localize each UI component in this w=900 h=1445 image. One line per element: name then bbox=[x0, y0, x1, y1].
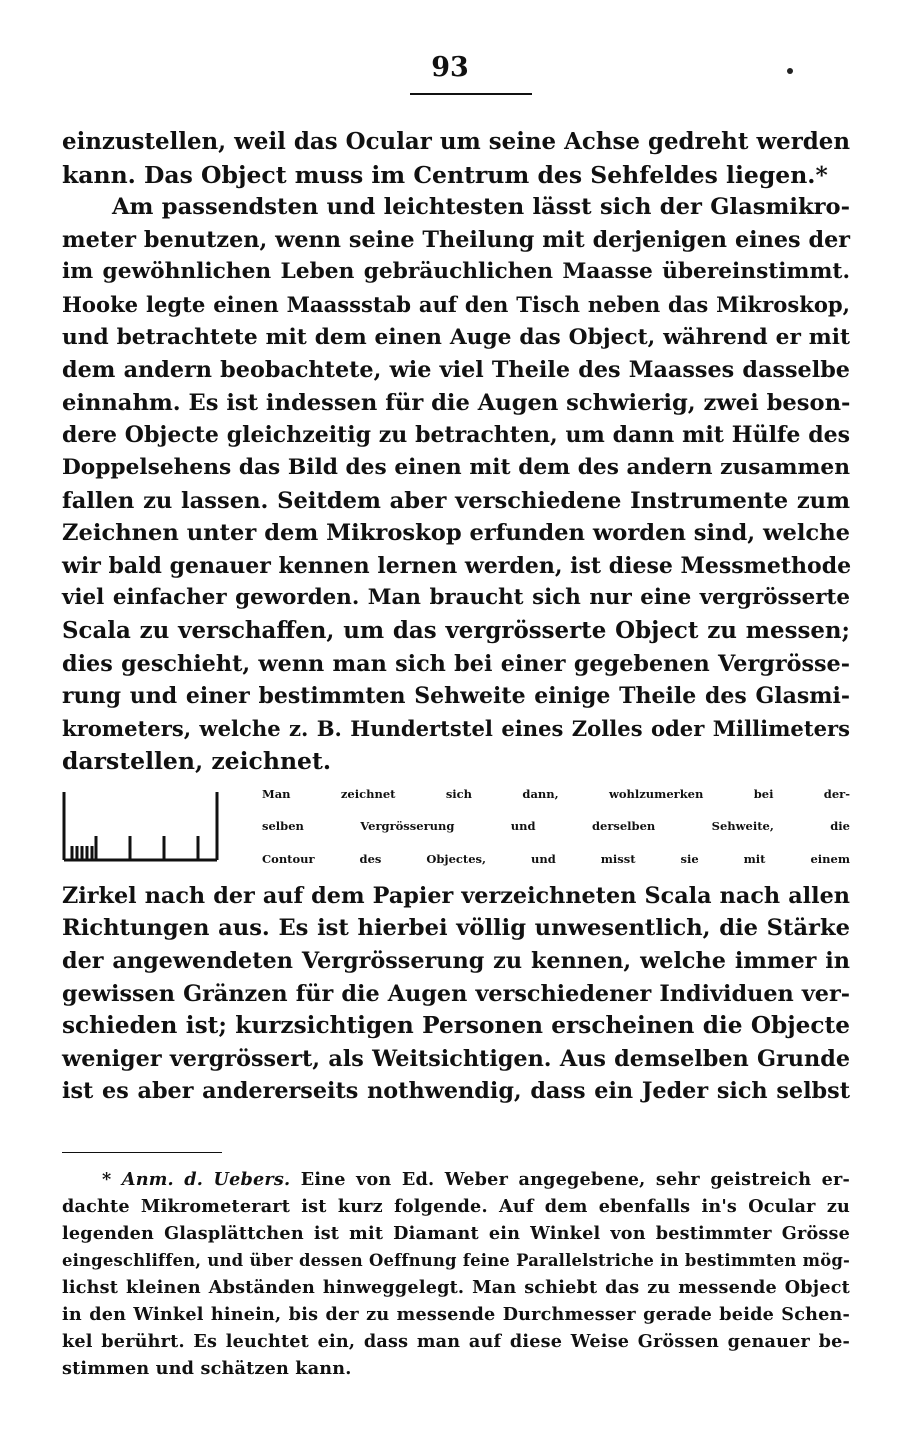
footnote-line: in den Winkel hinein, bis der zu messende Durchmesser gerade beide Schen- bbox=[62, 1304, 850, 1325]
text-line: einzustellen, weil das Ocular um seine Achse gedreht werden bbox=[62, 128, 850, 155]
text-line: krometers, welche z. B. Hundertstel eines Zolles oder Millimeters bbox=[62, 715, 850, 741]
body-text bbox=[62, 126, 850, 1108]
text-line: und betrachtete mit dem einen Auge das Object, während er mit bbox=[62, 324, 850, 350]
text-line: im gewöhnlichen Leben gebräuchlichen Maasse übereinstimmt. bbox=[62, 259, 850, 285]
text-line: wir bald genauer kennen lernen werden, ist diese Messmethode bbox=[62, 552, 852, 579]
text-line: ist es aber andererseits nothwendig, dass ein Jeder sich selbst bbox=[62, 1078, 850, 1105]
text-line: Zeichnen unter dem Mikroskop erfunden worden sind, welche bbox=[62, 520, 850, 547]
text-line: selben Vergrösserung und derselben Sehweite, die bbox=[262, 819, 850, 834]
ink-speck bbox=[787, 68, 793, 74]
text-line: Doppelsehens das Bild des einen mit dem des andern zusammen bbox=[62, 454, 850, 480]
text-line: kann. Das Object muss im Centrum des Sehfeldes liegen.* bbox=[62, 160, 828, 189]
footnote bbox=[62, 1166, 850, 1382]
footnote-line: kel berührt. Es leuchtet ein, dass man auf diese Weise Grössen genauer be- bbox=[62, 1331, 850, 1352]
text-line: der angewendeten Vergrösserung zu kennen, welche immer in bbox=[62, 948, 850, 975]
text-line: rung und einer bestimmten Sehweite einige Theile des Glasmi- bbox=[62, 683, 850, 710]
text-line: viel einfacher geworden. Man braucht sich nur eine vergrösserte bbox=[62, 585, 850, 611]
text-line: Zirkel nach der auf dem Papier verzeichneten Scala nach allen bbox=[62, 882, 850, 909]
footnote-line: legenden Glasplättchen ist mit Diamant ein Winkel von bestimmter Grösse bbox=[62, 1223, 850, 1244]
footnote-line: dachte Mikrometerart ist kurz folgende. Auf dem ebenfalls in's Ocular zu bbox=[62, 1196, 850, 1217]
text-line: dies geschieht, wenn man sich bei einer gegebenen Vergrösse- bbox=[62, 650, 850, 677]
footnote-label: * Anm. d. Uebers. bbox=[102, 1169, 291, 1190]
text-line: Richtungen aus. Es ist hierbei völlig unwesentlich, die Stärke bbox=[62, 915, 850, 942]
paragraph-2 bbox=[62, 191, 850, 778]
footnote-line: stimmen und schätzen kann. bbox=[62, 1358, 352, 1379]
text-line: schieden ist; kurzsichtigen Personen erscheinen die Objecte bbox=[62, 1012, 850, 1040]
scale-figure bbox=[62, 784, 262, 880]
footnote-text: Eine von Ed. Weber angegebene, sehr geistreich er- bbox=[300, 1169, 851, 1190]
micrometer-scale-drawing bbox=[62, 788, 222, 868]
paragraph-3 bbox=[62, 778, 850, 1108]
footnote-line bbox=[62, 1166, 850, 1193]
text-line: Scala zu verschaffen, um das vergrösserte Object zu messen; bbox=[62, 616, 850, 644]
page-number: 93 bbox=[431, 52, 469, 83]
text-line: fallen zu lassen. Seitdem aber verschiedene Instrumente zum bbox=[62, 487, 850, 514]
footnote-rule bbox=[62, 1152, 222, 1153]
text-line: dem andern beobachtete, wie viel Theile des Maasses dasselbe bbox=[62, 357, 850, 384]
text-line: Am passendsten und leichtesten lässt sich der Glasmikro- bbox=[112, 194, 850, 221]
paragraph-1 bbox=[62, 126, 850, 191]
text-line: Contour des Objectes, und misst sie mit einem bbox=[262, 852, 850, 867]
text-line: Man zeichnet sich dann, wohlzumerken bei der- bbox=[262, 786, 850, 801]
text-line: meter benutzen, wenn seine Theilung mit derjenigen eines der bbox=[62, 226, 850, 253]
footnote-line: lichst kleinen Abständen hinweggelegt. Man schiebt das zu messende Object bbox=[62, 1277, 850, 1298]
text-line: einnahm. Es ist indessen für die Augen schwierig, zwei beson- bbox=[62, 389, 851, 416]
text-line: weniger vergrössert, als Weitsichtigen. Aus demselben Grunde bbox=[62, 1045, 850, 1072]
header-rule bbox=[410, 93, 532, 95]
text-line: dere Objecte gleichzeitig zu betrachten, um dann mit Hülfe des bbox=[62, 422, 850, 449]
text-line: gewissen Gränzen für die Augen verschiedener Individuen ver- bbox=[62, 980, 850, 1007]
text-line: Hooke legte einen Maassstab auf den Tisch neben das Mikroskop, bbox=[62, 291, 850, 317]
text-line: darstellen, zeichnet. bbox=[62, 747, 332, 776]
footnote-line: eingeschliffen, und über dessen Oeffnung feine Parallelstriche in bestimmten mög- bbox=[62, 1251, 850, 1270]
